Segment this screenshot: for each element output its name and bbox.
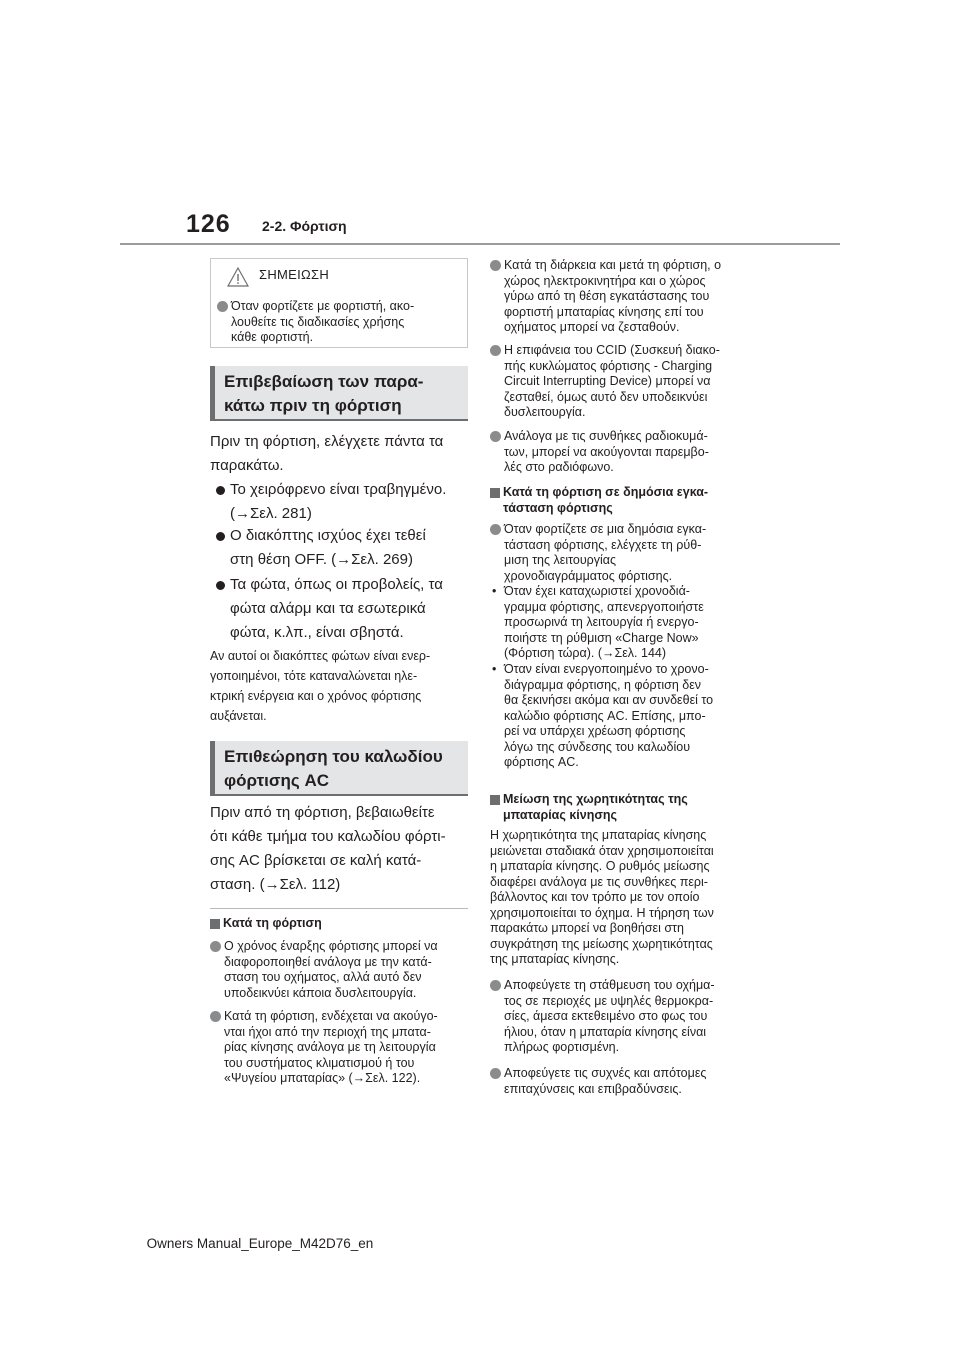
note-item: Αποφεύγετε τις συχνές και απότομες επιταχύνσεις και επιβραδύνσεις. — [490, 1066, 760, 1098]
footer-text: Owners Manual_Europe_M42D76_en — [146, 1236, 374, 1251]
page-number: 126 — [186, 210, 231, 238]
bullet-dot-icon — [210, 941, 221, 952]
note-item: Αποφεύγετε τη στάθμευση του οχήμα- τος σε περιοχές με υψηλές θερμοκρα- σίες, άμεσα εκτεθειμένο στο φως του ήλιου, όταν η μπαταρία κίνησης είναι πλήρως φορτισμένη. — [490, 978, 760, 1056]
square-bullet-icon — [490, 488, 500, 498]
note-item: Η επιφάνεια του CCID (Συσκευή διακο- πής κυκλώματος φόρτισης - Charging Circuit Interrupting Device) μπορεί να ζεσταθεί, όμως αυτό δεν υποδεικνύει δυσλειτουργία. — [490, 343, 760, 421]
bullet-dot-icon — [210, 1011, 221, 1022]
sub-bullet-item: • Όταν είναι ενεργοποιημένο το χρονο- διάγραμμα φόρτισης, η φόρτιση δεν θα ξεκινήσει ακόμα και αν συνδεθεί το καλώδιο φόρτισης AC. Επίσης, μπο- ρεί να υπάρχει χρέωση φόρτισης λόγω της σύνδεσης του καλωδίου φόρτισης AC. — [492, 662, 714, 769]
sub-bullet-item: • Όταν έχει καταχωριστεί χρονοδιά- γραμμα φόρτισης, απενεργοποιήστε προσωρινά τη λειτουργία ή ενεργο- ποιήστε τη ρύθμιση «Charge Now» (Φόρτιση τώρα). (→Σελ. 144) — [492, 584, 704, 660]
bullet-dot-icon — [490, 345, 501, 356]
note-item: Ο χρόνος έναρξης φόρτισης μπορεί να διαφοροποιηθεί ανάλογα με την κατά- σταση του οχήματος, αλλά αυτό δεν υποδεικνύει κάποια δυσλειτουργία. — [210, 939, 468, 1001]
bullet-dot-icon — [216, 486, 225, 495]
bullet-dot-icon — [490, 524, 501, 535]
warning-triangle-icon — [227, 267, 249, 287]
check-item: Ο διακόπτης ισχύος έχει τεθεί στη θέση OFF. (→Σελ. 269) — [210, 524, 468, 572]
capacity-paragraph: Η χωρητικότητα της μπαταρίας κίνησης μειώνεται σταδιακά όταν χρησιμοποιείται η μπαταρία κίνησης. Ο ρυθμός μείωσης διαφέρει ανάλογα με τις συνθήκες περι- βάλλοντος και τον τρόπο με τον οποίο χρησιμοποιείται το όχημα. Η τήρηση των παρακάτω μπορεί να βοηθήσει στη συγκράτηση της μείωσης χωρητικότητας της μπαταρίας κίνησης. — [490, 828, 714, 966]
square-bullet-icon — [490, 795, 500, 805]
notice-title: ΣΗΜΕΙΩΣΗ — [259, 267, 330, 282]
note-item: Κατά τη διάρκεια και μετά τη φόρτιση, ο χώρος ηλεκτροκινητήρα και ο χώρος γύρω από τη θέση εγκατάστασης του φορτιστή μπαταρίας κίνησης επί του οχήματος μπορεί να ζεσταθούν. — [490, 258, 760, 336]
header-divider — [120, 243, 840, 245]
note-item: Ανάλογα με τις συνθήκες ραδιοκυμά- των, μπορεί να ακούγονται παρεμβο- λές στο ραδιόφωνο. — [490, 429, 760, 476]
section-heading-cable: Επιθεώρηση του καλωδίου φόρτισης AC — [210, 741, 468, 796]
bullet-dot-icon — [490, 260, 501, 271]
section-heading-check: Επιβεβαίωση των παρα- κάτω πριν τη φόρτιση — [210, 366, 468, 421]
bullet-dot-icon — [490, 980, 501, 991]
section1-note: Αν αυτοί οι διακόπτες φώτων είναι ενερ- γοποιημένοι, τότε καταναλώνεται ηλε- κτρική ενέργεια και ο χρόνος φόρτισης αυξάνεται. — [210, 649, 431, 723]
notes-divider — [210, 908, 468, 909]
bullet-dot-icon — [490, 431, 501, 442]
notes-subheading: Κατά τη φόρτιση — [210, 916, 468, 932]
square-bullet-icon — [210, 919, 220, 929]
notice-box: ΣΗΜΕΙΩΣΗ Όταν φορτίζετε με φορτιστή, ακο- λουθείτε τις διαδικασίες χρήσης κάθε φορτιστή. — [210, 258, 468, 348]
footer — [0, 1236, 960, 1251]
note-item: Κατά τη φόρτιση, ενδέχεται να ακούγο- νται ήχοι από την περιοχή της μπατα- ρίας κίνησης ανάλογα με τη λειτουργία του συστήματος κλιματισμού ή του «Ψυγείου μπαταρίας» (→Σελ. 122). — [210, 1009, 468, 1087]
capacity-subheading: Μείωση της χωρητικότητας της μπαταρίας κίνησης — [490, 792, 760, 824]
note-item: Όταν φορτίζετε σε μια δημόσια εγκα- τάσταση φόρτισης, ελέγχετε τη ρύθ- μιση της λειτουργίας χρονοδιαγράμματος φόρτισης. — [490, 522, 760, 584]
bullet-dot-icon — [216, 581, 225, 590]
bullet-dot-icon — [490, 1068, 501, 1079]
bullet-dot-icon — [217, 301, 228, 312]
check-item: Το χειρόφρενο είναι τραβηγμένο. (→Σελ. 281) — [210, 478, 468, 526]
public-charging-subheading: Κατά τη φόρτιση σε δημόσια εγκα- τάσταση φόρτισης — [490, 485, 760, 517]
check-item: Τα φώτα, όπως οι προβολείς, τα φώτα αλάρμ και τα εσωτερικά φώτα, κ.λπ., είναι σβηστά. — [210, 573, 468, 645]
section2-intro: Πριν από τη φόρτιση, βεβαιωθείτε ότι κάθε τμήμα του καλωδίου φόρτι- σης AC βρίσκεται σε καλή κατά- σταση. (→Σελ. 112) — [210, 804, 446, 893]
bullet-dot-icon — [216, 532, 225, 541]
section-title: 2-2. Φόρτιση — [262, 218, 347, 234]
section1-intro: Πριν τη φόρτιση, ελέγχετε πάντα τα παρακάτω. — [210, 433, 444, 474]
